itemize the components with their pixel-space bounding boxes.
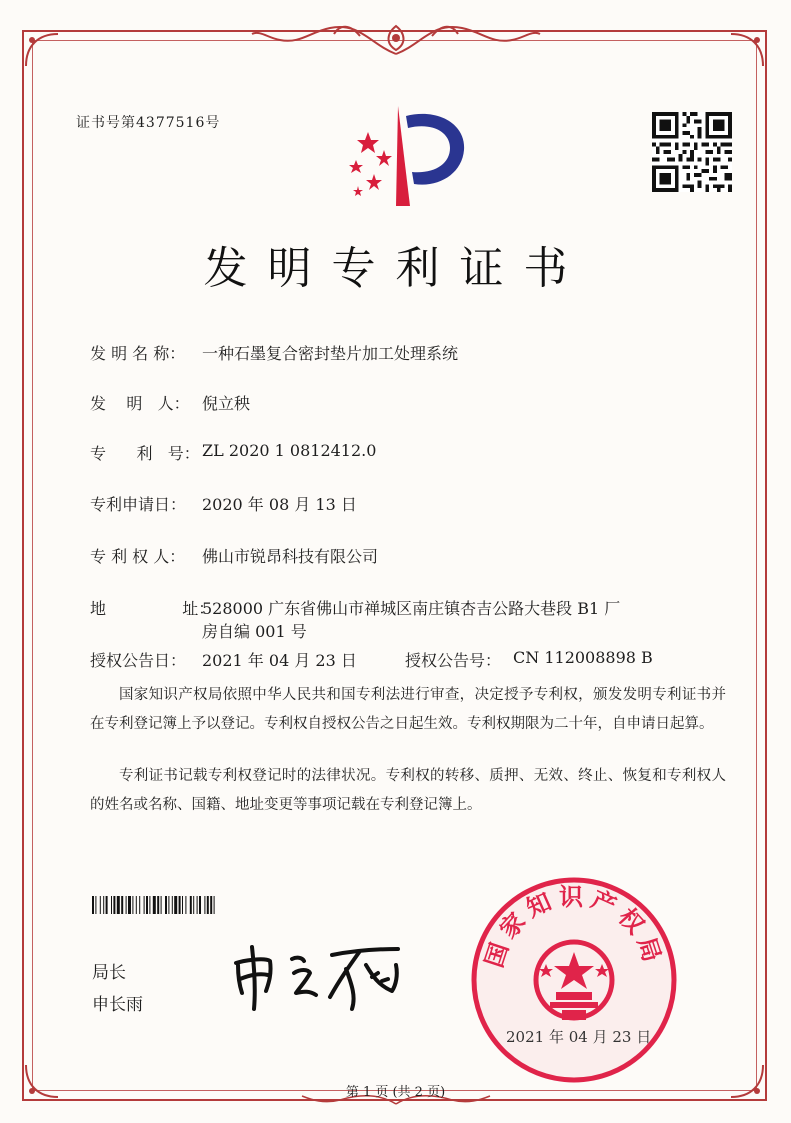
- application-date-label: 专利申请日：: [90, 495, 187, 514]
- grant-date-label: 授权公告日：: [90, 651, 187, 670]
- certificate-number: 证书号第4377516号: [76, 115, 221, 131]
- seal-date: 2021 年 04 月 23 日: [506, 1028, 652, 1046]
- address-value-line2: 房自编 001 号: [202, 622, 307, 641]
- grant-date-value: 2021 年 04 月 23 日: [202, 651, 357, 670]
- inventor-label: 发 明 人：: [90, 394, 190, 413]
- signer-title: 局长: [92, 963, 126, 983]
- statement-paragraph-2: 专利证书记载专利权登记时的法律状况。专利权的转移、质押、无效、终止、恢复和专利权人的姓名或名称、国籍、地址变更等事项记载在专利登记簿上。: [90, 768, 726, 813]
- corner-ornament-tr: [727, 30, 767, 70]
- patentee-value: 佛山市锐昂科技有限公司: [202, 547, 379, 566]
- inventor-value: 倪立秧: [202, 394, 251, 413]
- grant-number-value: CN 112008898 B: [513, 648, 653, 667]
- document-title: 发明专利证书: [203, 243, 588, 294]
- address-value-line1: 528000 广东省佛山市禅城区南庄镇杏吉公路大巷段 B1 厂: [202, 599, 621, 618]
- grant-number-label: 授权公告号：: [405, 651, 502, 670]
- qr-code: [652, 112, 732, 192]
- barcode: [92, 896, 304, 914]
- invention-name-label: 发 明 名 称：: [90, 344, 186, 363]
- official-seal: [470, 876, 678, 1084]
- seal-text: 国家知识产权局: [480, 883, 668, 971]
- patent-number-label: 专 利 号：: [90, 444, 200, 463]
- application-date-value: 2020 年 08 月 13 日: [202, 495, 357, 514]
- signer-name: 申长雨: [92, 995, 143, 1015]
- statement-paragraph-1: 国家知识产权局依照中华人民共和国专利法进行审查，决定授予专利权，颁发发明专利证书并在专利登记簿上予以登记。专利权自授权公告之日起生效。专利权期限为二十年，自申请日起算。: [90, 687, 726, 732]
- corner-ornament-tl: [22, 30, 62, 70]
- top-ornament: [250, 14, 542, 58]
- page-indicator: 第 1 页 (共 2 页): [345, 1085, 446, 1100]
- patentee-label: 专 利 权 人：: [90, 547, 186, 566]
- signature: [222, 935, 412, 1015]
- address-label: 地 址：: [90, 599, 215, 618]
- cnipa-logo: [338, 102, 470, 210]
- invention-name-value: 一种石墨复合密封垫片加工处理系统: [202, 344, 459, 363]
- patent-number-value: ZL 2020 1 0812412.0: [202, 441, 377, 460]
